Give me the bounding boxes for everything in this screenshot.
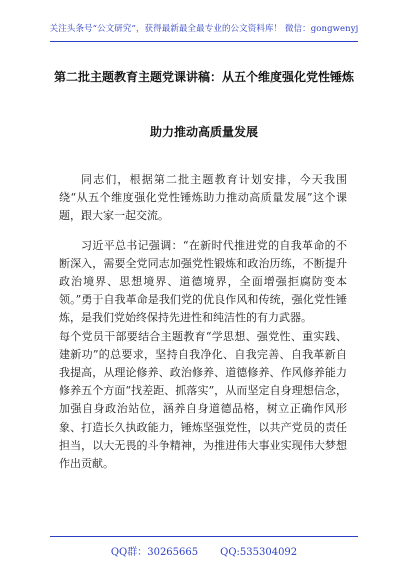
header-divider: [50, 41, 358, 42]
page-footer: [0, 543, 408, 558]
footer-divider: [50, 536, 358, 537]
promo-banner: 关注头条号“公文研究”，获得最新最全最专业的公文资料库！ 微信：gongwenyj: [49, 24, 359, 34]
body-paragraph: 习近平总书记强调：“在新时代推进党的自我革命的不断深入，需要全党同志加强党性锻炼和政治历练，不断提升政治境界、思想境界、道德境界，全面增强拒腐防变本领。”勇于自我革命是我们党的优良作风和传统，强化党性锤炼，是我们党始终保持先进性和纯洁性的有力武器。: [59, 238, 347, 325]
qq-contact-text: QQ:535304092: [220, 547, 298, 558]
qq-group-text: QQ群：30265665: [110, 547, 199, 558]
body-paragraph: 同志们，根据第二批主题教育计划安排，今天我围绕“从五个维度强化党性锤炼助力推动高质量发展”这个课题，跟大家一起交流。: [59, 173, 347, 223]
document-title: 第二批主题教育主题党课讲稿：从五个维度强化党性锤炼: [53, 70, 354, 84]
body-paragraph: 每个党员干部要结合主题教育“学思想、强党性、重实践、建新功”的总要求，坚持自我净化、自我完善、自我革新自我提高，从理论修养、政治修养、道德修养、作风修养能力修养五个方面“找差距、抓落实”，从而坚定自身理想信念，加强自身政治站位，涵养自身道德品格，树立正确作风形象、打造长久执政能力，锤炼坚强党性，以共产党员的责任担当，以大无畏的斗争精神，为推进伟大事业实现伟大梦想作出贡献。: [59, 329, 347, 471]
document-body: [59, 171, 347, 473]
document-title-continued: 助力推动高质量发展: [149, 125, 258, 139]
